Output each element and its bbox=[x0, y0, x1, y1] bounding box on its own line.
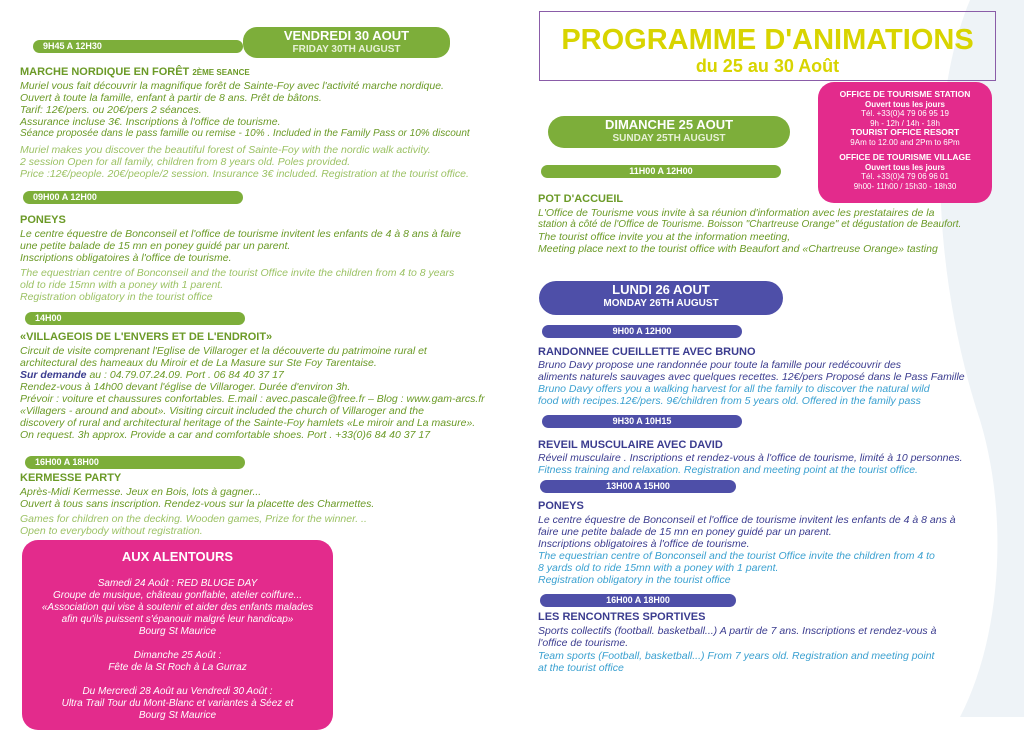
time-badge: 09H00 A 12H00 bbox=[23, 191, 243, 204]
day-banner-monday bbox=[539, 281, 783, 315]
event-title: RANDONNEE CUEILLETTE AVEC BRUNO bbox=[538, 346, 756, 358]
time-badge: 9H30 A 10H15 bbox=[542, 415, 742, 428]
day-title-fr: VENDREDI 30 AOUT bbox=[283, 28, 410, 43]
time-badge: 14H00 bbox=[25, 312, 245, 325]
event-title: LES RENCONTRES SPORTIVES bbox=[538, 611, 706, 623]
programme-title: PROGRAMME D'ANIMATIONS bbox=[561, 24, 974, 56]
event-title: PONEYS bbox=[20, 214, 66, 226]
event-description-fr: Réveil musculaire . Inscriptions et rendez-vous à l'office de tourisme, limité à 10 personnes. bbox=[538, 452, 963, 464]
day-title-fr: DIMANCHE 25 AOUT bbox=[604, 117, 734, 132]
event-description-fr: Sports collectifs (football. basketball...) A partir de 7 ans. Inscriptions et rendez-vous à l'office de tourisme. bbox=[538, 625, 937, 649]
event-description: L'Office de Tourisme vous invite à sa réunion d'information avec les prestataires de la station à côté de l'Office de Tourisme. Boisson "Chartreuse Orange" et dégustation de Beaufort. The tourist office invite you at the information meeting, Meeting place next to the tourist office with Beaufort and «Chartreuse Orange» tasting bbox=[538, 207, 962, 255]
event-description-fr: Muriel vous fait découvrir la magnifique forêt de Sainte-Foy avec l'activité marche nordique. Ouvert à toute la famille, enfant à partir de 8 ans. Prêt de bâtons. Tarif: 12€/pers. ou 20€/pers 2 séances. Assurance incluse 3€. Inscriptions à l'office de tourisme. Séance proposée dans le pass famille ou remise - 10% . Included in the Family Pass or 10% discount bbox=[20, 80, 470, 139]
day-title-en: SUNDAY 25TH AUGUST bbox=[612, 133, 726, 144]
event-title: POT D'ACCUEIL bbox=[538, 193, 624, 205]
event-description-fr: Circuit de visite comprenant l'Eglise de Villaroger et la découverte du patrimoine rural et architectural des hameaux du Miroir et de La Masure sur Ste Foy Tarentaise. Sur demande au : 04.79.07.24.09. Port . 06 84 40 37 17 Rendez-vous à 14h00 devant l'église de Villaroger. Durée d'environ 3h. Prévoir : voiture et chaussures confortables. E.mail : avec.pascale@free.fr – Blog : www.gam-arcs.fr «Villagers - around and about». Visiting circuit included the church of Villaroger and the discovery of rural and architectural heritage of the Sainte-Foy hamlets «Le miroir and La masure». On request. 3h approx. Provide a car and comfortable shoes. Port . +33(0)6 84 40 37 17 bbox=[20, 345, 485, 441]
day-title-en: MONDAY 26TH AUGUST bbox=[603, 298, 719, 309]
day-title-fr: LUNDI 26 AOUT bbox=[612, 282, 710, 297]
event-description-fr: Bruno Davy propose une randonnée pour toute la famille pour redécouvrir des aliments naturels sauvages avec quelques recettes. 12€/pers Proposé dans le Pass Famille bbox=[538, 359, 965, 383]
event-description-fr: Le centre équestre de Bonconseil et l'office de tourisme invitent les enfants de 4 à 8 ans à faire une petite balade de 15 mn en poney guidé par un parent. Inscriptions obligatoires à l'office de tourisme. bbox=[20, 228, 461, 264]
event-description-fr: Le centre équestre de Bonconseil et l'office de tourisme invitent les enfants de 4 à 8 ans à faire une petite balade de 15 mn en poney guidé par un parent. Inscriptions obligatoires à l'office de tourisme. bbox=[538, 514, 956, 550]
tourist-office-info: OFFICE DE TOURISME STATION Ouvert tous les jours Tél. +33(0)4 79 06 95 19 9h - 12h / 14h - 18h TOURIST OFFICE RESORT 9Am to 12.00 and 2Pm to 6Pm OFFICE DE TOURISME VILLAGE Ouvert tous les jours Tél. +33(0)4 79 06 96 01 9h00- 11h00 / 15h30 - 18h30 bbox=[818, 82, 992, 203]
surroundings-title: AUX ALENTOURS bbox=[121, 549, 234, 564]
time-badge: 16H00 A 18H00 bbox=[540, 594, 736, 607]
programme-header bbox=[539, 11, 996, 81]
surroundings-box bbox=[22, 540, 333, 730]
event-title: PONEYS bbox=[538, 500, 584, 512]
event-description-en: Bruno Davy offers you a walking harvest for all the family to discover the natural wild food with recipes.12€/pers. 9€/children from 5 years old. Offered in the family pass bbox=[538, 383, 930, 407]
day-banner-sunday bbox=[548, 116, 790, 148]
event-description-en: Games for children on the decking. Wooden games, Prize for the winner. .. Open to everybody without registration. bbox=[20, 513, 367, 537]
time-badge: 11H00 A 12H00 bbox=[541, 165, 781, 178]
event-description-en: Team sports (Football, basketball...) From 7 years old. Registration and meeting point at the tourist office bbox=[538, 650, 935, 674]
programme-subtitle: du 25 au 30 Août bbox=[695, 56, 840, 76]
surroundings-text: Samedi 24 Août : RED BLUGE DAY Groupe de musique, château gonflable, atelier coiffure... «Association qui vise à soutenir et aider des enfants malades afin qu'ils puissent s'épanouir malgré leur handicap» Bourg St Maurice Dimanche 25 Août : Fête de la St Roch à La Gurraz Du Mercredi 28 Août au Vendredi 30 Août : Ultra Trail Tour du Mont-Blanc et variantes à Séez et Bourg St Maurice bbox=[41, 578, 314, 721]
time-badge: 9H45 A 12H30 bbox=[33, 40, 243, 53]
event-title: «VILLAGEOIS DE L'ENVERS ET DE L'ENDROIT» bbox=[20, 331, 273, 343]
day-banner-friday bbox=[243, 27, 450, 58]
time-badge: 16H00 A 18H00 bbox=[25, 456, 245, 469]
event-description-en: Muriel makes you discover the beautiful forest of Sainte-Foy with the nordic walk activity. 2 session Open for all family, children from 8 years old. Poles provided. Price :12€/people. 20€/people/2 session. Insurance 3€ included. Registration at the tourist office. bbox=[20, 144, 469, 180]
event-description-en: The equestrian centre of Bonconseil and the tourist Office invite the children from 4 to 8 years old to ride 15mn with a poney with 1 parent. Registration obligatory in the tourist office bbox=[20, 267, 455, 303]
time-badge: 13H00 A 15H00 bbox=[540, 480, 736, 493]
day-title-en: FRIDAY 30TH AUGUST bbox=[292, 44, 401, 55]
event-title: REVEIL MUSCULAIRE AVEC DAVID bbox=[538, 439, 723, 451]
event-description-fr: Après-Midi Kermesse. Jeux en Bois, lots à gagner... Ouvert à tous sans inscription. Rendez-vous sur la placette des Charmettes. bbox=[20, 486, 375, 510]
event-description-en: Fitness training and relaxation. Registration and meeting point at the tourist office. bbox=[538, 464, 918, 476]
event-title: KERMESSE PARTY bbox=[20, 472, 122, 484]
on-request-label: Sur demande bbox=[20, 369, 87, 381]
event-title: MARCHE NORDIQUE EN FORÊT 2ÈME SEANCE bbox=[20, 66, 250, 78]
event-description-en: The equestrian centre of Bonconseil and the tourist Office invite the children from 4 to 8 yards old to ride 15mn with a poney with 1 parent. Registration obligatory in the tourist office bbox=[538, 550, 935, 586]
time-badge: 9H00 A 12H00 bbox=[542, 325, 742, 338]
